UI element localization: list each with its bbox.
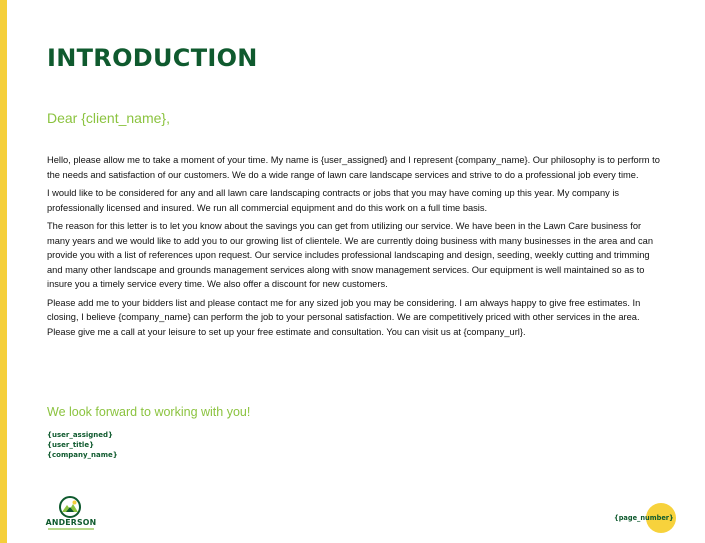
- body-paragraph: The reason for this letter is to let you know about the savings you can get from utilizing our service. We have been in the Lawn Care business for many years and we would like to add you to our growing list of clientele. We are currently doing business with many businesses in the area and can provide you with a list of references upon request. Our service includes professional landscaping and design, seeding, weekly cutting and trimming and many other landscape and grounds management services along with snow management services. Our equipment is well maintained so as to insure you a timely service every time. We also offer a discount for new customers.: [47, 221, 654, 289]
- company-logo: [44, 496, 98, 534]
- logo-text: ANDERSON: [45, 518, 97, 527]
- body-paragraph: I would like to be considered for any and all lawn care landscaping contracts or jobs that you may have coming up this year. My company is professionally licensed and insured. We run all commercial equipment and do this work on a full time basis.: [47, 188, 620, 213]
- logo-tagline-bar: [48, 528, 94, 530]
- closing-line: We look forward to working with you!: [47, 405, 251, 419]
- logo-mark-icon: [59, 496, 81, 518]
- left-accent-bar: [0, 0, 7, 543]
- greeting: Dear {client_name},: [47, 110, 170, 126]
- signature-user-title: {user_title}: [47, 441, 95, 449]
- letter-body: [47, 153, 662, 343]
- signature-block: [47, 430, 118, 460]
- page-title: INTRODUCTION: [47, 44, 258, 72]
- body-paragraph: Please add me to your bidders list and please contact me for any sized job you may be considering. I am always happy to give free estimates. In closing, I believe {company_name} can perform the job to your personal satisfaction. We are competitively priced with other services in the area. Please give me a call at your leisure to set up your free estimate and consultation. You can visit us at {company_url}.: [47, 297, 641, 337]
- signature-company-name: {company_name}: [47, 451, 118, 459]
- signature-user-assigned: {user_assigned}: [47, 431, 114, 439]
- page-number: {page_number}: [614, 514, 674, 522]
- body-paragraph: Hello, please allow me to take a moment of your time. My name is {user_assigned} and I represent {company_name}. Our philosophy is to perform to the needs and satisfaction of our customers. We do a wide range of lawn care landscape services and strive to do a professional job every time.: [47, 155, 660, 180]
